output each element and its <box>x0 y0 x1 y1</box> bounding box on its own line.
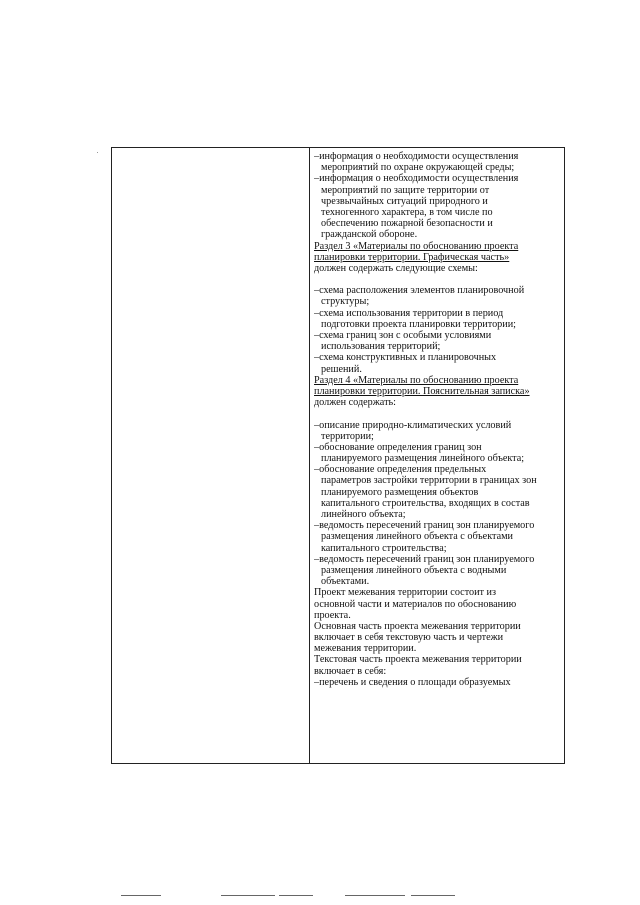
text-line: –описание природно-климатических условий <box>314 419 512 431</box>
text-line: Основная часть проекта межевания территории <box>314 620 521 632</box>
footer-mark <box>411 895 455 896</box>
text-line: техногенного характера, в том числе по <box>321 206 493 218</box>
text-line: –ведомость пересечений границ зон планируемого <box>314 520 535 532</box>
text-line: капитального строительства; <box>321 542 447 554</box>
text-line: основной части и материалов по обоснованию <box>314 598 517 610</box>
section-heading-line: планировки территории. Пояснительная записка» <box>314 385 530 397</box>
text-line: мероприятий по защите территории от <box>321 184 490 196</box>
text-line: –схема границ зон с особыми условиями <box>314 330 492 341</box>
text-line: размещения линейного объекта с объектами <box>321 531 514 543</box>
text-line: Текстовая часть проекта межевания территории <box>314 654 522 666</box>
text-line: –обоснование определения предельных <box>314 464 487 476</box>
text-line: Проект межевания территории состоит из <box>314 587 497 599</box>
footer-mark <box>279 895 313 896</box>
text-line: решений. <box>321 363 362 375</box>
column-divider <box>309 148 310 763</box>
text-line: межевания территории. <box>314 643 417 655</box>
blank-line <box>314 274 562 285</box>
table-right-cell <box>314 151 562 688</box>
section-heading-line: планировки территории. Графическая часть» <box>314 251 510 263</box>
text-line: мероприятий по охране окружающей среды; <box>321 162 515 174</box>
text-line: использования территорий; <box>321 341 441 353</box>
scan-dot-mark <box>97 152 98 153</box>
text-line: –информация о необходимости осуществления <box>314 173 519 185</box>
text-line: планируемого размещения объектов <box>321 486 479 498</box>
text-line: –информация о необходимости осуществления <box>314 151 519 162</box>
text-line: территории; <box>321 430 374 442</box>
text-line: обеспечению пожарной безопасности и <box>321 218 493 230</box>
text-line: –ведомость пересечений границ зон планируемого <box>314 553 535 565</box>
footer-mark <box>121 895 161 896</box>
footer-mark <box>345 895 405 896</box>
text-line: включает в себя: <box>314 665 387 677</box>
text-line: планируемого размещения линейного объекта; <box>321 453 525 465</box>
text-line: –схема расположения элементов планировочной <box>314 285 525 297</box>
text-line: линейного объекта; <box>321 509 406 520</box>
table-left-cell <box>112 148 309 763</box>
text-line: подготовки проекта планировки территории; <box>321 318 516 330</box>
text-line: чрезвычайных ситуаций природного и <box>321 195 488 207</box>
text-line: –схема использования территории в период <box>314 307 504 319</box>
text-line: проекта. <box>314 609 351 621</box>
text-line: –перечень и сведения о площади образуемых <box>314 676 511 688</box>
text-line: должен содержать: <box>314 397 396 409</box>
text-line: параметров застройки территории в границах зон <box>321 475 537 487</box>
text-line: размещения линейного объекта с водными <box>321 564 507 576</box>
text-line: –схема конструктивных и планировочных <box>314 352 497 364</box>
text-line: гражданской обороне. <box>321 229 418 241</box>
text-line: структуры; <box>321 296 370 308</box>
document-table <box>111 147 565 764</box>
text-line: капитального строительства, входящих в состав <box>321 497 530 509</box>
footer-mark <box>221 895 275 896</box>
footer-scan-marks <box>111 895 551 899</box>
text-line: –обоснование определения границ зон <box>314 441 482 453</box>
blank-line <box>314 408 562 419</box>
text-line: объектами. <box>321 576 370 588</box>
text-line: включает в себя текстовую часть и чертежи <box>314 632 504 644</box>
section-heading-line: Раздел 4 «Материалы по обоснованию проекта <box>314 374 519 386</box>
text-line: должен содержать следующие схемы: <box>314 262 478 274</box>
section-heading-line: Раздел 3 «Материалы по обоснованию проекта <box>314 240 519 252</box>
